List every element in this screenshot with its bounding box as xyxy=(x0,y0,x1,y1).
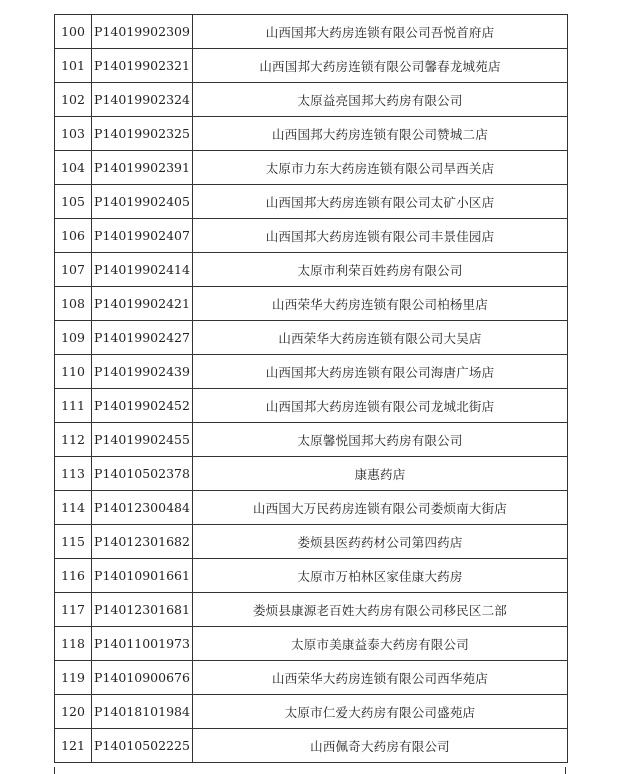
pharmacy-code: P14018101984 xyxy=(92,695,193,729)
row-number: 107 xyxy=(55,253,92,287)
pharmacy-name: 康惠药店 xyxy=(193,457,568,491)
row-number: 112 xyxy=(55,423,92,457)
row-number: 119 xyxy=(55,661,92,695)
pharmacy-code: P14012300484 xyxy=(92,491,193,525)
table-row xyxy=(55,661,568,695)
table-continuation-edge xyxy=(54,767,566,774)
row-number: 120 xyxy=(55,695,92,729)
row-number: 101 xyxy=(55,49,92,83)
row-number: 106 xyxy=(55,219,92,253)
pharmacy-table xyxy=(54,14,568,763)
pharmacy-code: P14019902309 xyxy=(92,15,193,49)
table-row xyxy=(55,729,568,763)
row-number: 102 xyxy=(55,83,92,117)
table-row xyxy=(55,593,568,627)
pharmacy-code: P14012301682 xyxy=(92,525,193,559)
pharmacy-name: 山西佩奇大药房有限公司 xyxy=(193,729,568,763)
pharmacy-name: 山西国邦大药房连锁有限公司吾悦首府店 xyxy=(193,15,568,49)
pharmacy-name: 太原馨悦国邦大药房有限公司 xyxy=(193,423,568,457)
table-row xyxy=(55,559,568,593)
row-number: 100 xyxy=(55,15,92,49)
pharmacy-code: P14010502378 xyxy=(92,457,193,491)
pharmacy-name: 山西国邦大药房连锁有限公司馨春龙城苑店 xyxy=(193,49,568,83)
pharmacy-code: P14019902324 xyxy=(92,83,193,117)
table-row xyxy=(55,389,568,423)
pharmacy-code: P14019902452 xyxy=(92,389,193,423)
row-number: 116 xyxy=(55,559,92,593)
row-number: 113 xyxy=(55,457,92,491)
row-number: 115 xyxy=(55,525,92,559)
pharmacy-list-sheet xyxy=(54,14,566,763)
row-number: 110 xyxy=(55,355,92,389)
table-row xyxy=(55,287,568,321)
row-number: 104 xyxy=(55,151,92,185)
pharmacy-name: 山西荣华大药房连锁有限公司大吴店 xyxy=(193,321,568,355)
table-row xyxy=(55,219,568,253)
pharmacy-code: P14019902407 xyxy=(92,219,193,253)
pharmacy-code: P14019902321 xyxy=(92,49,193,83)
pharmacy-code: P14019902391 xyxy=(92,151,193,185)
pharmacy-name: 娄烦县康源老百姓大药房有限公司移民区二部 xyxy=(193,593,568,627)
table-row xyxy=(55,355,568,389)
pharmacy-code: P14019902421 xyxy=(92,287,193,321)
pharmacy-name: 太原益亮国邦大药房有限公司 xyxy=(193,83,568,117)
pharmacy-name: 山西国大万民药房连锁有限公司娄烦南大街店 xyxy=(193,491,568,525)
table-row xyxy=(55,491,568,525)
pharmacy-name: 太原市万柏林区家佳康大药房 xyxy=(193,559,568,593)
pharmacy-code: P14011001973 xyxy=(92,627,193,661)
table-row xyxy=(55,117,568,151)
table-row xyxy=(55,423,568,457)
pharmacy-name: 太原市仁爱大药房有限公司盛苑店 xyxy=(193,695,568,729)
table-row xyxy=(55,695,568,729)
row-number: 118 xyxy=(55,627,92,661)
row-number: 114 xyxy=(55,491,92,525)
pharmacy-code: P14019902414 xyxy=(92,253,193,287)
pharmacy-name: 山西国邦大药房连锁有限公司丰景佳园店 xyxy=(193,219,568,253)
pharmacy-name: 山西荣华大药房连锁有限公司柏杨里店 xyxy=(193,287,568,321)
table-row xyxy=(55,185,568,219)
pharmacy-name: 太原市利荣百姓药房有限公司 xyxy=(193,253,568,287)
table-row xyxy=(55,15,568,49)
table-row xyxy=(55,321,568,355)
pharmacy-code: P14010900676 xyxy=(92,661,193,695)
table-row xyxy=(55,627,568,661)
table-row xyxy=(55,151,568,185)
pharmacy-name: 山西荣华大药房连锁有限公司西华苑店 xyxy=(193,661,568,695)
pharmacy-name: 山西国邦大药房连锁有限公司龙城北街店 xyxy=(193,389,568,423)
pharmacy-name: 山西国邦大药房连锁有限公司海唐广场店 xyxy=(193,355,568,389)
table-row xyxy=(55,457,568,491)
table-row xyxy=(55,49,568,83)
table-row xyxy=(55,253,568,287)
row-number: 108 xyxy=(55,287,92,321)
pharmacy-name: 山西国邦大药房连锁有限公司赞城二店 xyxy=(193,117,568,151)
pharmacy-code: P14019902325 xyxy=(92,117,193,151)
pharmacy-name: 太原市力东大药房连锁有限公司旱西关店 xyxy=(193,151,568,185)
row-number: 103 xyxy=(55,117,92,151)
table-row xyxy=(55,83,568,117)
pharmacy-name: 山西国邦大药房连锁有限公司太矿小区店 xyxy=(193,185,568,219)
pharmacy-code: P14012301681 xyxy=(92,593,193,627)
row-number: 105 xyxy=(55,185,92,219)
pharmacy-code: P14019902405 xyxy=(92,185,193,219)
pharmacy-name: 娄烦县医药药材公司第四药店 xyxy=(193,525,568,559)
pharmacy-code: P14010502225 xyxy=(92,729,193,763)
pharmacy-code: P14019902427 xyxy=(92,321,193,355)
pharmacy-code: P14019902439 xyxy=(92,355,193,389)
pharmacy-code: P14019902455 xyxy=(92,423,193,457)
pharmacy-code: P14010901661 xyxy=(92,559,193,593)
row-number: 109 xyxy=(55,321,92,355)
table-row xyxy=(55,525,568,559)
row-number: 121 xyxy=(55,729,92,763)
row-number: 111 xyxy=(55,389,92,423)
pharmacy-name: 太原市美康益泰大药房有限公司 xyxy=(193,627,568,661)
row-number: 117 xyxy=(55,593,92,627)
pharmacy-table-body xyxy=(55,15,568,763)
